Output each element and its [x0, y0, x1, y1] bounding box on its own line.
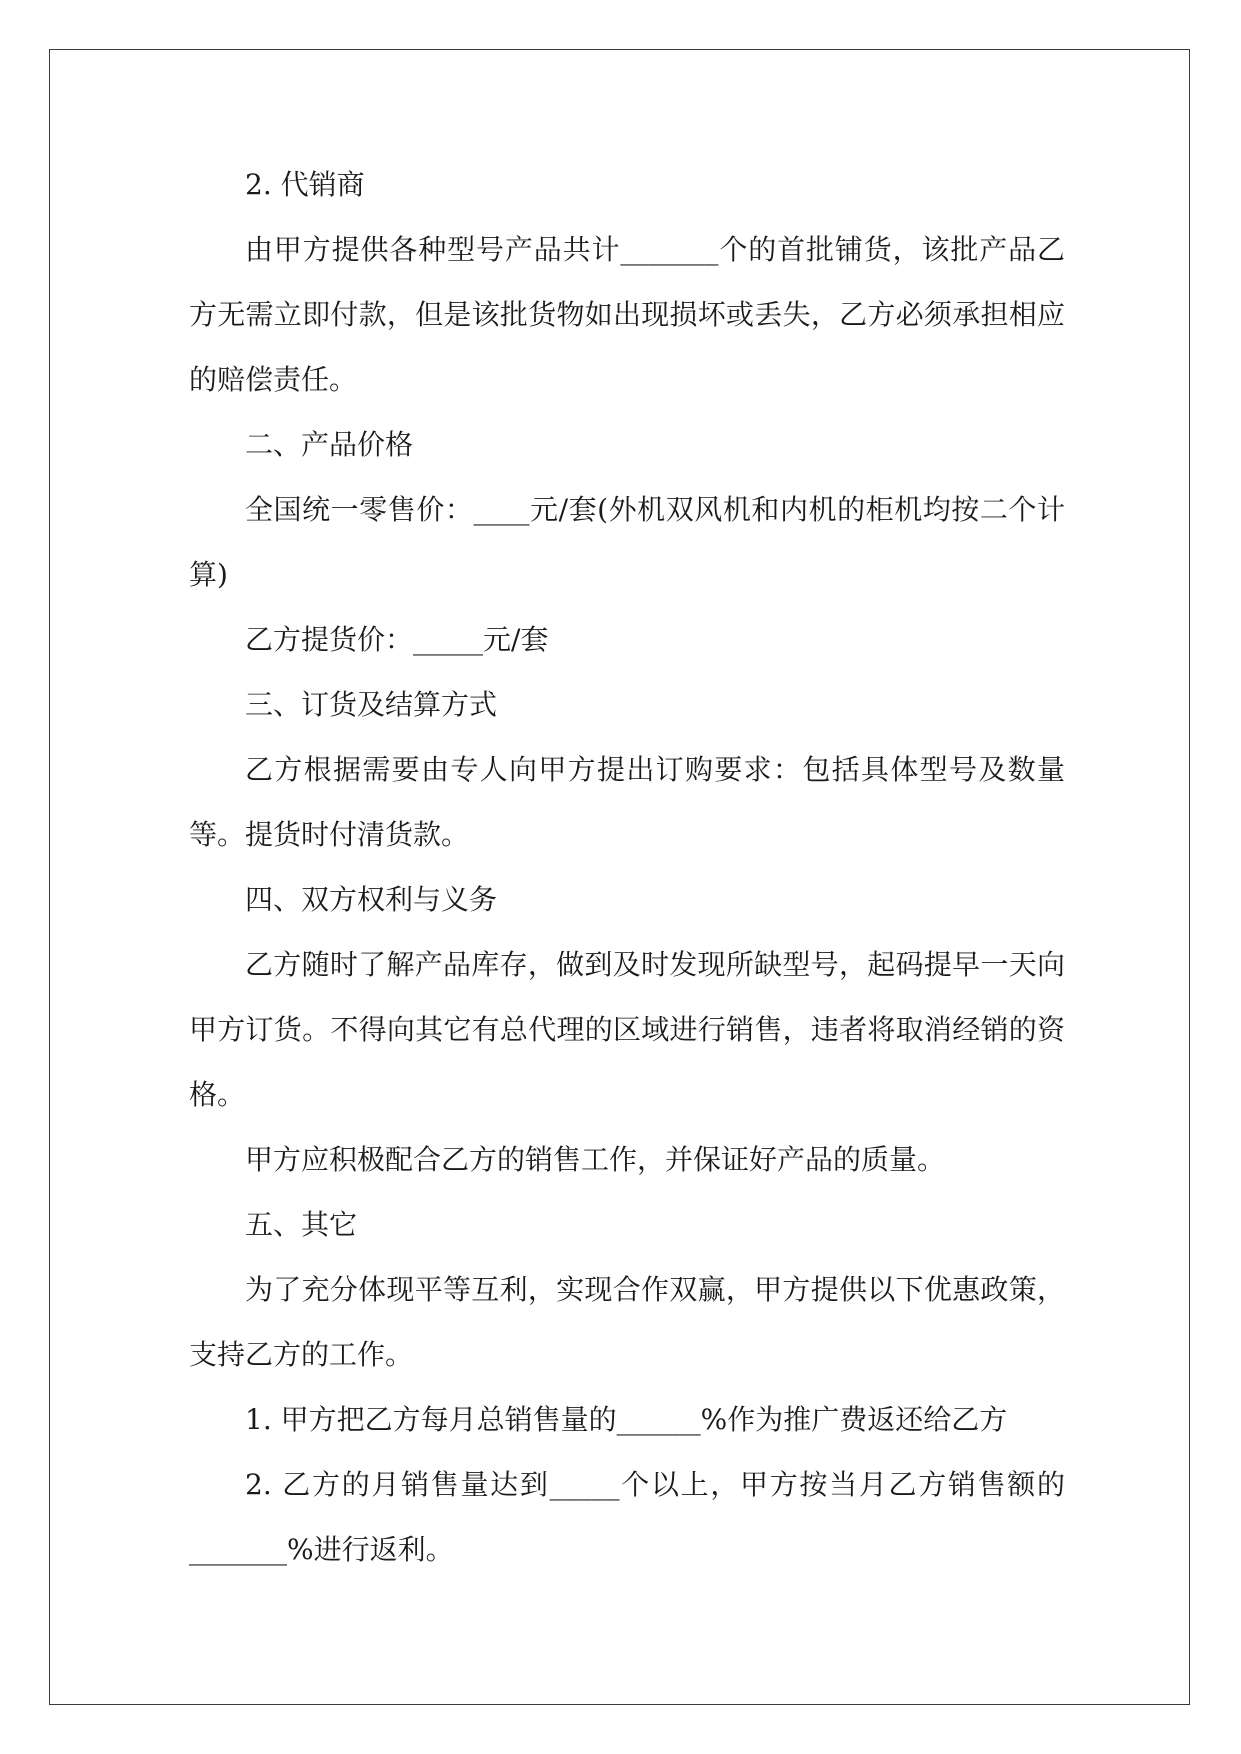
section-heading-rights-obligations: 四、双方权利与义务: [245, 883, 498, 916]
paragraph-pickup-price: 乙方提货价：_____元/套: [245, 623, 549, 656]
paragraph-preferential-policy: 为了充分体现平等互利，实现合作双赢，甲方提供以下优惠政策，支持乙方的工作。: [189, 1273, 1065, 1371]
section-heading-ordering-settlement: 三、订货及结算方式: [245, 688, 498, 721]
paragraph-party-a-obligations: 甲方应积极配合乙方的销售工作，并保证好产品的质量。: [245, 1143, 946, 1176]
paragraph-retail-price: 全国统一零售价：____元/套(外机双风机和内机的柜机均按二个计算): [189, 493, 1065, 591]
paragraph-party-b-obligations: 乙方随时了解产品库存，做到及时发现所缺型号，起码提早一天向甲方订货。不得向其它有总代理的区域进行销售，违者将取消经销的资格。: [189, 948, 1065, 1111]
paragraph-promotion-fee: 1. 甲方把乙方每月总销售量的______%作为推广费返还给乙方: [245, 1403, 1008, 1436]
paragraph-initial-stock: 由甲方提供各种型号产品共计_______个的首批铺货，该批产品乙方无需立即付款，但是该批货物如出现损坏或丢失，乙方必须承担相应的赔偿责任。: [189, 233, 1065, 396]
section-heading-product-price: 二、产品价格: [245, 428, 414, 461]
section-heading-consignee: 2. 代销商: [245, 168, 365, 201]
paragraph-ordering: 乙方根据需要由专人向甲方提出订购要求：包括具体型号及数量等。提货时付清货款。: [189, 753, 1065, 851]
document-body: [189, 152, 1065, 1582]
section-heading-other: 五、其它: [245, 1208, 358, 1241]
paragraph-rebate: 2. 乙方的月销售量达到_____个以上，甲方按当月乙方销售额的_______%进行返利。: [189, 1468, 1065, 1566]
